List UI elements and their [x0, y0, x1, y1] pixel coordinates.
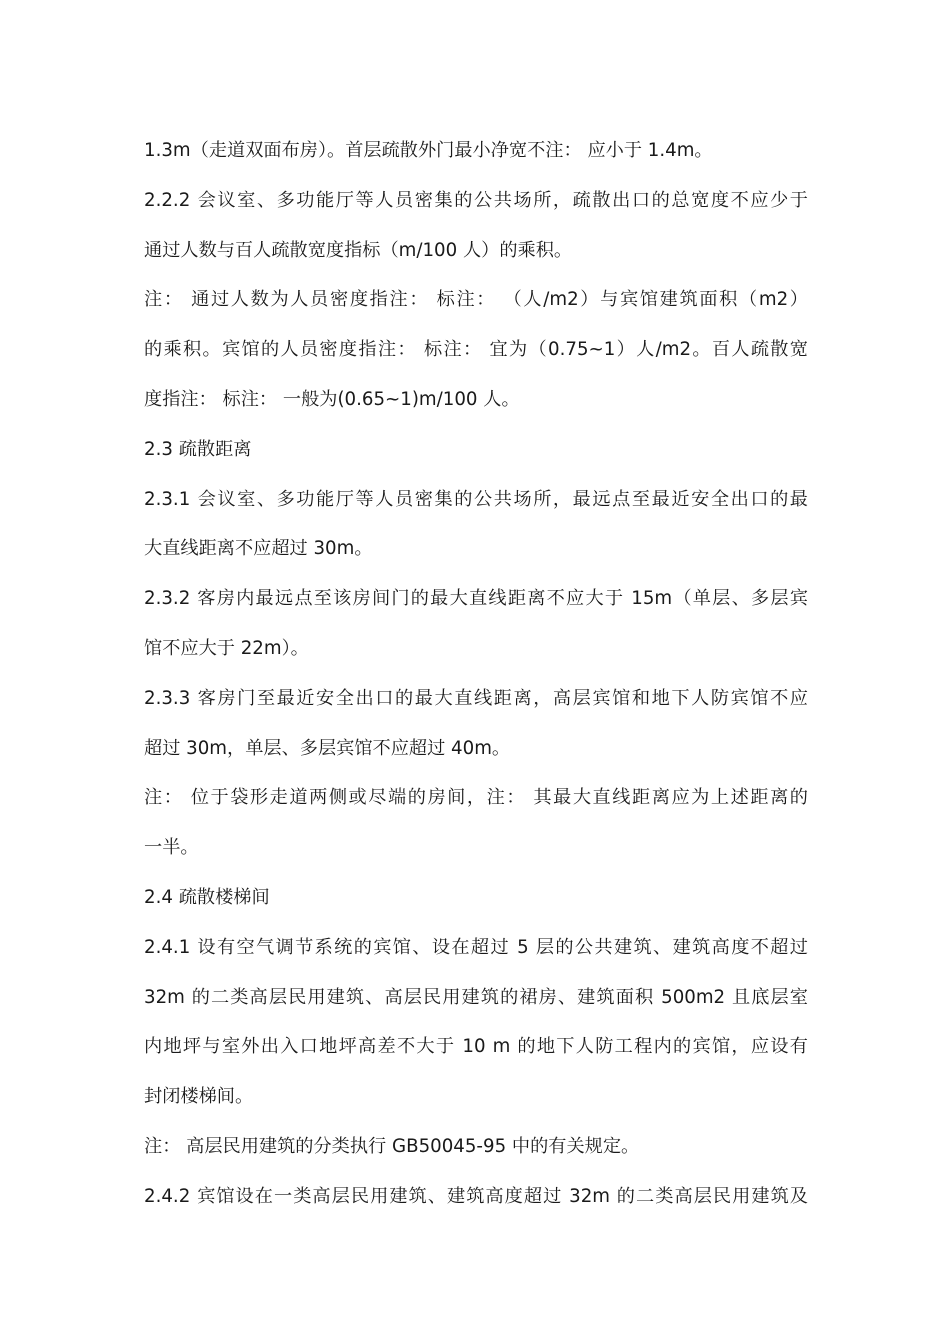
text-line: 2.3.3 客房门至最近安全出口的最大直线距离，高层宾馆和地下人防宾馆不应	[144, 687, 808, 709]
text-line: 内地坪与室外出入口地坪高差不大于 10 m 的地下人防工程内的宾馆，应设有	[144, 1036, 808, 1058]
text-line: 注： 位于袋形走道两侧或尽端的房间，注： 其最大直线距离应为上述距离的	[144, 787, 808, 809]
text-line: 度指注： 标注： 一般为(0.65~1)m/100 人。	[144, 388, 520, 410]
text-line: 注： 高层民用建筑的分类执行 GB50045-95 中的有关规定。	[144, 1135, 640, 1157]
text-line: 超过 30m，单层、多层宾馆不应超过 40m。	[144, 737, 511, 759]
document-body	[144, 126, 808, 1222]
text-line: 2.4.2 宾馆设在一类高层民用建筑、建筑高度超过 32m 的二类高层民用建筑及	[144, 1185, 808, 1207]
text-line: 1.3m（走道双面布房）。首层疏散外门最小净宽不注： 应小于 1.4m。	[144, 140, 713, 161]
text-line: 一半。	[144, 837, 199, 859]
text-line: 馆不应大于 22m）。	[144, 637, 309, 659]
text-line: 2.3.1 会议室、多功能厅等人员密集的公共场所，最远点至最近安全出口的最	[144, 488, 808, 510]
text-line: 注： 通过人数为人员密度指注： 标注： （人/m2）与宾馆建筑面积（m2）	[144, 289, 808, 311]
text-line: 封闭楼梯间。	[144, 1086, 254, 1108]
text-line: 2.3 疏散距离	[144, 438, 252, 460]
text-line: 2.4.1 设有空气调节系统的宾馆、设在超过 5 层的公共建筑、建筑高度不超过	[144, 936, 808, 958]
text-line: 通过人数与百人疏散宽度指标（m/100 人）的乘积。	[144, 239, 573, 261]
text-line: 2.4 疏散楼梯间	[144, 886, 270, 908]
text-line: 2.2.2 会议室、多功能厅等人员密集的公共场所，疏散出口的总宽度不应少于	[144, 189, 808, 211]
text-line: 大直线距离不应超过 30m。	[144, 538, 373, 560]
text-line: 的乘积。宾馆的人员密度指注： 标注： 宜为（0.75~1）人/m2。百人疏散宽	[144, 339, 808, 361]
text-line: 2.3.2 客房内最远点至该房间门的最大直线距离不应大于 15m（单层、多层宾	[144, 588, 808, 610]
text-line: 32m 的二类高层民用建筑、高层民用建筑的裙房、建筑面积 500m2 且底层室	[144, 986, 808, 1008]
